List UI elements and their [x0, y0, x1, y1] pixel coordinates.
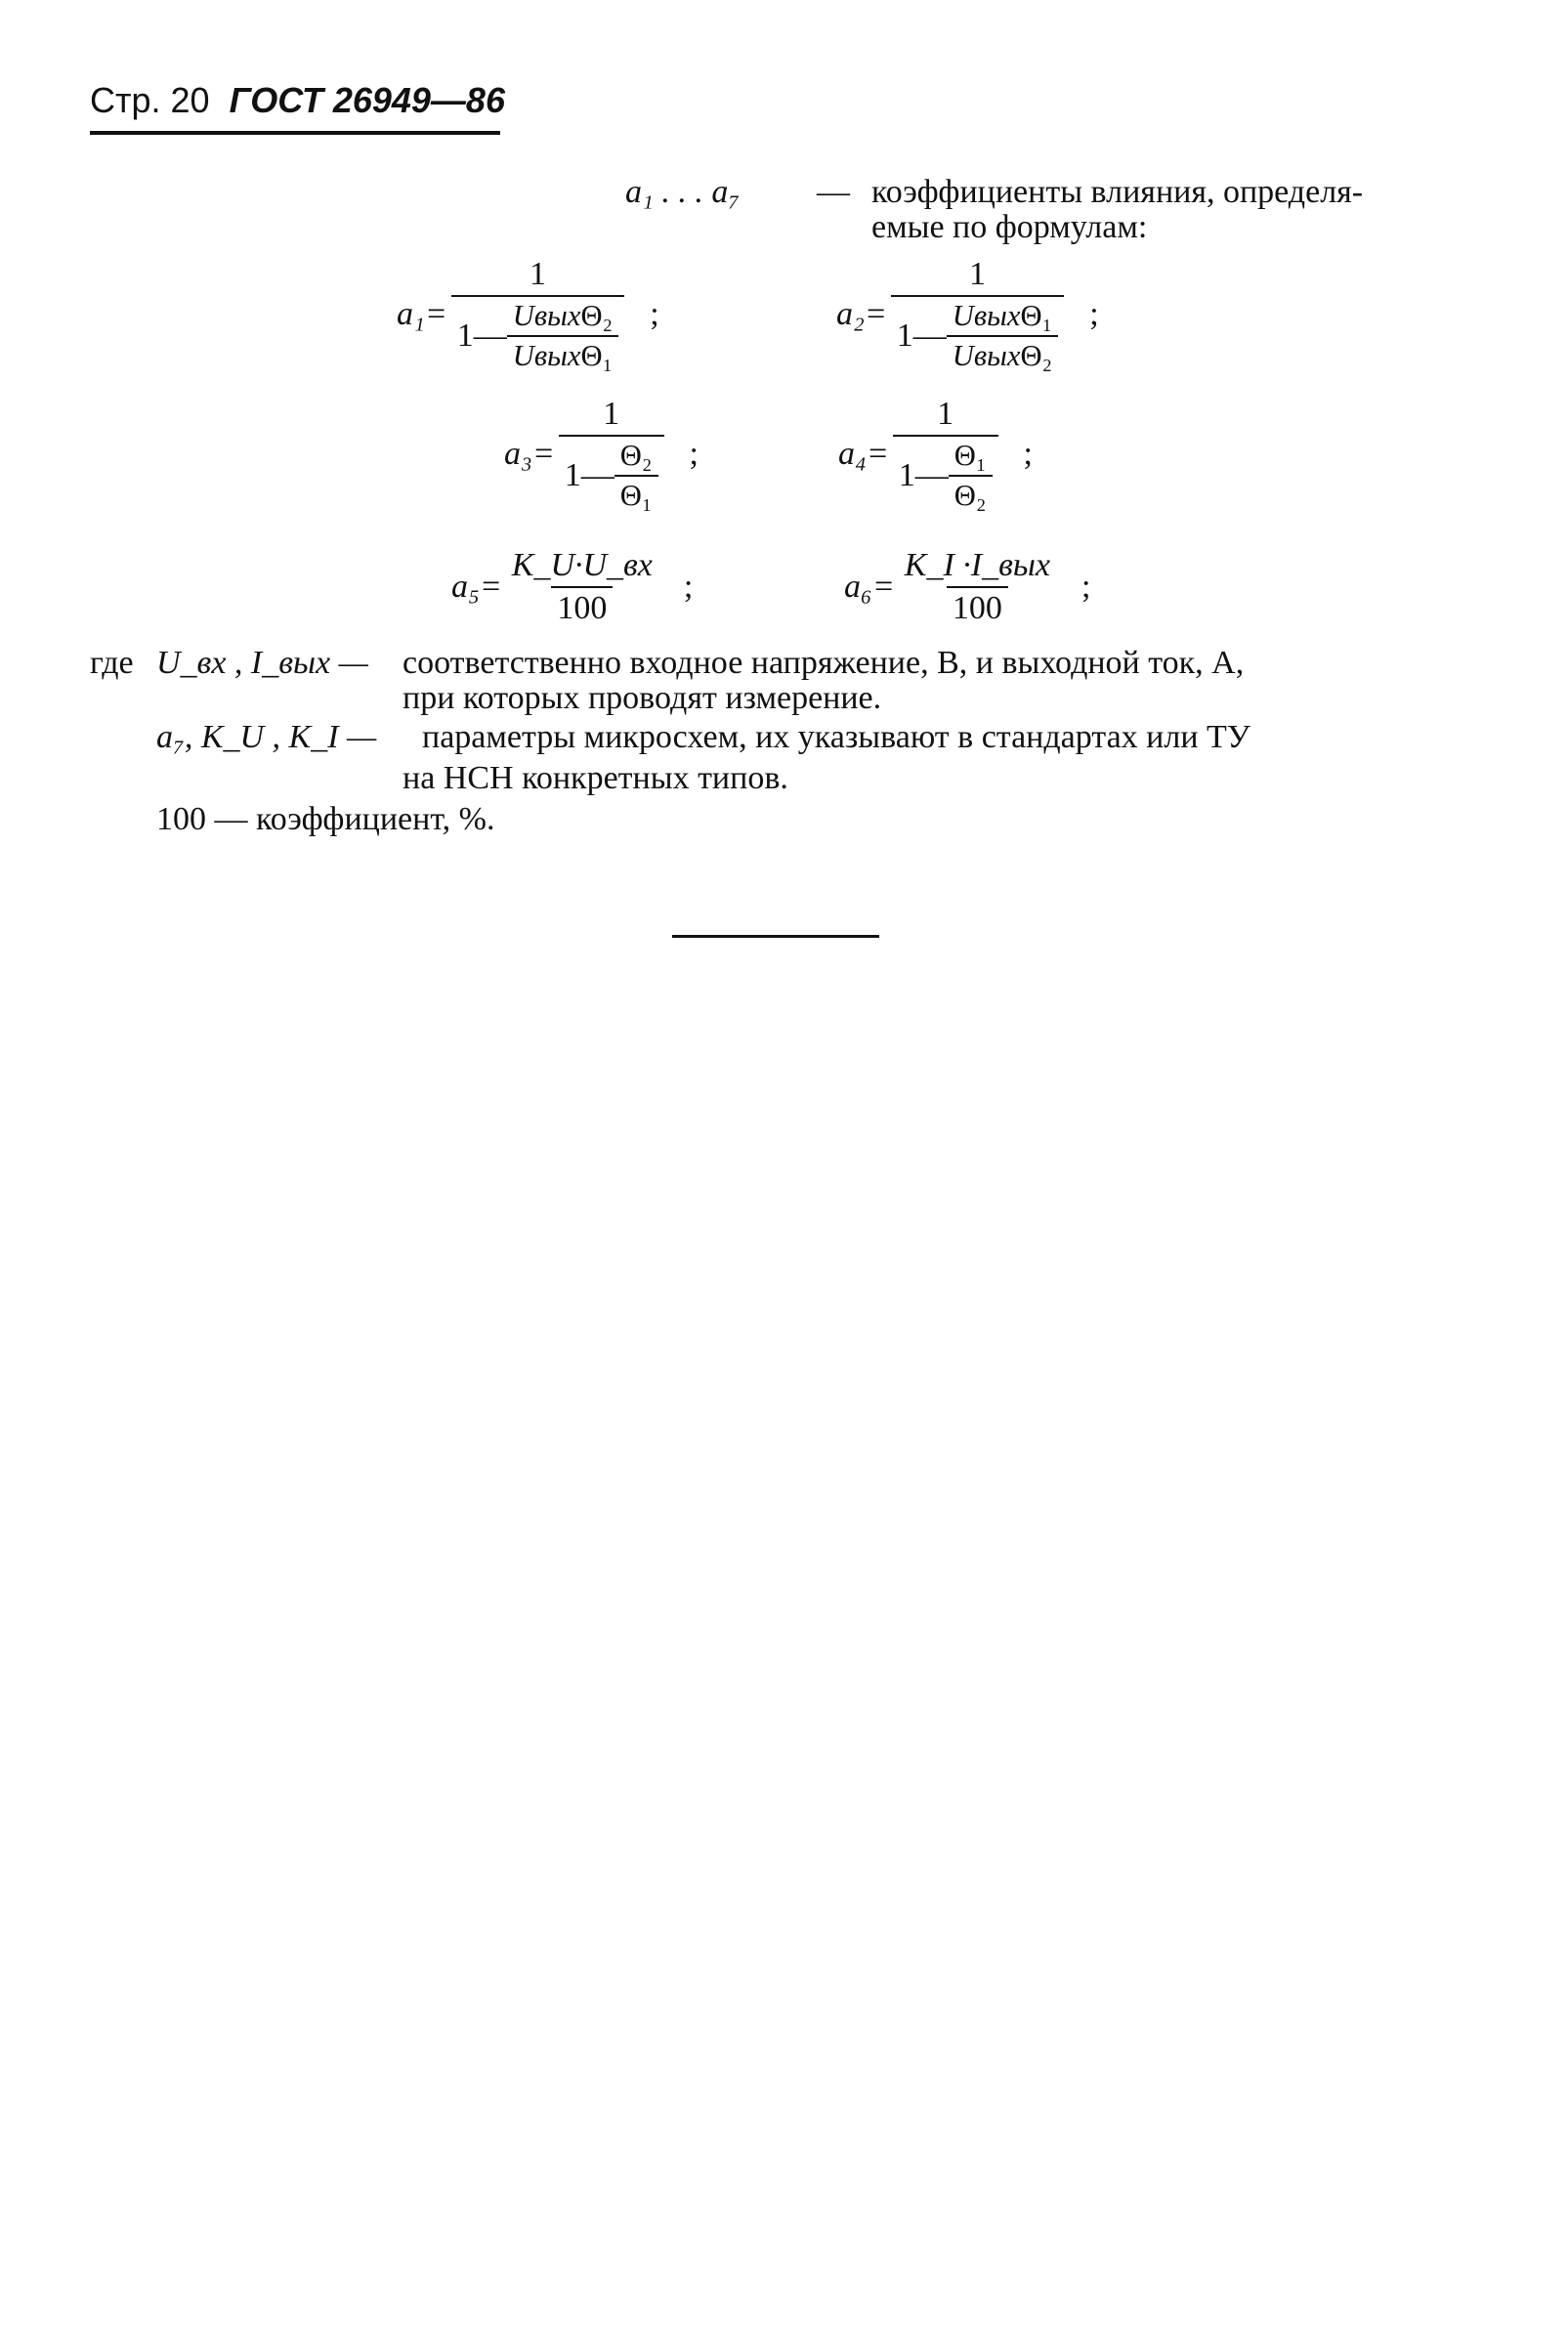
formula-a2-fraction [891, 256, 1064, 373]
definition-2-symbols: a₇, K_U , K_I — [156, 719, 377, 755]
header-underline [90, 131, 500, 135]
formula-a6-lhs: a₆= [844, 569, 895, 605]
formula-a6-semicolon: ; [1081, 569, 1091, 605]
formula-a3-one-minus: 1— [564, 457, 614, 493]
intro-line-1: коэффициенты влияния, определя- [871, 174, 1364, 210]
formula-a2-lhs: a₂= [836, 296, 887, 332]
formula-a3 [504, 396, 699, 513]
formula-a4-semicolon: ; [1023, 436, 1033, 472]
formula-a6-numerator: K_I ·I_вых [904, 547, 1050, 583]
formula-a4 [838, 396, 1033, 513]
formula-a4-fraction [893, 396, 998, 513]
formula-a1-inner-den: Uвых [512, 339, 581, 372]
formula-a2-numerator: 1 [968, 256, 986, 292]
formula-a2-inner-den-sub: Θ₂ [1020, 339, 1053, 372]
formula-a3-lhs: a₃= [504, 436, 555, 472]
formula-a6-denominator: 100 [947, 586, 1008, 627]
formula-a5 [451, 547, 693, 627]
formula-a5-denominator: 100 [551, 586, 613, 627]
formula-a2-semicolon: ; [1089, 296, 1099, 332]
formula-a5-fraction [506, 547, 658, 627]
formula-a1-semicolon: ; [650, 296, 659, 332]
formula-a4-lhs: a₄= [838, 436, 889, 472]
formula-a1-inner-num-sub: Θ₂ [580, 299, 614, 332]
definition-3: 100 — коэффициент, %. [156, 801, 495, 837]
intro-dash: — [817, 174, 850, 210]
definition-2-line-2: на НСН конкретных типов. [403, 760, 788, 796]
formula-a3-semicolon: ; [689, 436, 699, 472]
formula-a1-inner-den-sub: Θ₁ [580, 339, 614, 372]
definition-2-line-1: параметры микросхем, их указывают в стандартах или ТУ [422, 719, 1250, 755]
definition-1-symbols: U_вх , I_вых — [156, 645, 368, 681]
standard-number: ГОСТ 26949—86 [229, 80, 505, 120]
formula-a1-lhs: a₁= [397, 296, 447, 332]
definition-1-line-2: при которых проводят измерение. [403, 680, 882, 716]
formula-a2-one-minus: 1— [896, 317, 947, 354]
formula-a1-fraction [451, 256, 624, 373]
formula-a1 [397, 256, 659, 373]
formula-a2-inner-num: Uвых [952, 299, 1021, 332]
definition-1-line-1: соответственно входное напряжение, В, и выходной ток, А, [403, 645, 1245, 681]
formula-a6-fraction [899, 547, 1056, 627]
formula-a5-lhs: a₅= [451, 569, 502, 605]
formula-a2 [836, 256, 1099, 373]
formula-a3-inner-num: Θ₂ [619, 439, 653, 472]
formula-a1-one-minus: 1— [456, 317, 507, 354]
formula-a4-one-minus: 1— [898, 457, 949, 493]
formula-a5-semicolon: ; [683, 569, 694, 605]
formula-a3-fraction [559, 396, 664, 513]
formula-a3-inner-den: Θ₁ [614, 475, 658, 513]
page-number: Стр. 20 [90, 80, 210, 120]
formula-a2-inner-num-sub: Θ₁ [1020, 299, 1053, 332]
page-header [90, 80, 505, 121]
formula-a6 [844, 547, 1090, 627]
formula-a2-inner-den: Uвых [952, 339, 1021, 372]
formula-a4-inner-num: Θ₁ [954, 439, 987, 472]
formula-a4-inner-den: Θ₂ [949, 475, 993, 513]
formula-a3-numerator: 1 [603, 396, 620, 432]
section-end-rule [672, 935, 879, 938]
formula-a1-numerator: 1 [529, 256, 546, 292]
formula-a5-numerator: K_U·U_вх [511, 547, 653, 583]
intro-symbols: a₁ . . . a₇ [625, 174, 741, 210]
formula-a4-numerator: 1 [937, 396, 954, 432]
formula-a1-inner-num: Uвых [512, 299, 581, 332]
definition-where: где [90, 645, 134, 681]
intro-line-2: емые по формулам: [871, 209, 1148, 245]
